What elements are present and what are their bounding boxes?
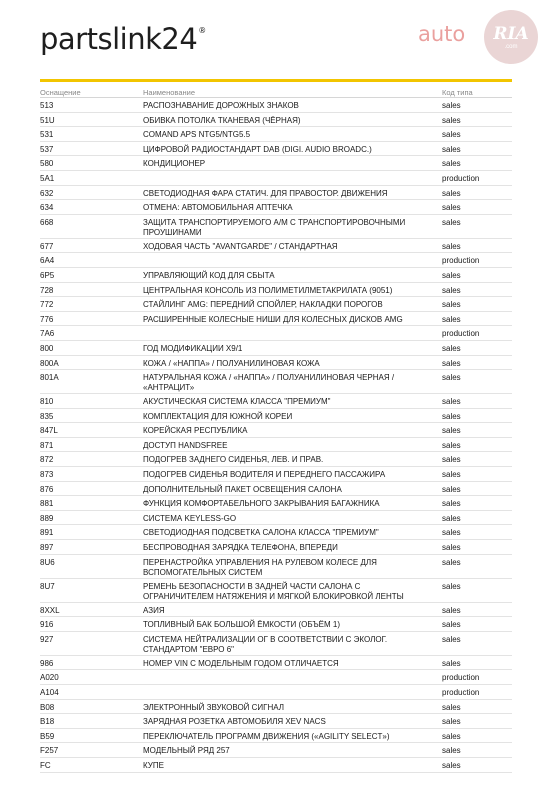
equipment-name-cell: ФУНКЦИЯ КОМФОРТАБЕЛЬНОГО ЗАКРЫВАНИЯ БАГАЖНИКА [143,499,380,509]
table-row [40,714,512,729]
equipment-code-cell: 8U7 [40,581,55,591]
equipment-code-cell: 986 [40,658,54,668]
table-row [40,326,512,341]
table-row [40,743,512,758]
equipment-code-cell: 889 [40,513,54,523]
table-row [40,312,512,327]
type-code-cell: sales [442,484,461,494]
table-row [40,525,512,540]
equipment-name-cell: МОДЕЛЬНЫЙ РЯД 257 [143,746,230,756]
type-code-cell: production [442,256,480,266]
equipment-name-cell: НОМЕР VIN С МОДЕЛЬНЫМ ГОДОМ ОТЛИЧАЕТСЯ [143,658,339,668]
table-row [40,482,512,497]
type-code-cell: production [442,329,480,339]
equipment-code-cell: 531 [40,130,54,140]
type-code-cell: sales [442,513,461,523]
equipment-name-cell: ПОДОГРЕВ ЗАДНЕГО СИДЕНЬЯ, ЛЕВ. И ПРАВ. [143,455,324,465]
header-divider [40,79,512,82]
table-row [40,685,512,700]
table-row [40,341,512,356]
equipment-name-cell: ХОДОВАЯ ЧАСТЬ "AVANTGARDE" / СТАНДАРТНАЯ [143,241,338,251]
equipment-code-cell: 6A4 [40,256,55,266]
type-code-cell: sales [442,397,461,407]
equipment-name-cell: КОНДИЦИОНЕР [143,159,206,169]
equipment-name-cell: ДОПОЛНИТЕЛЬНЫЙ ПАКЕТ ОСВЕЩЕНИЯ САЛОНА [143,484,342,494]
column-header-type-code: Код типа [442,88,473,97]
table-row [40,579,512,603]
type-code-cell: sales [442,658,461,668]
type-code-cell: sales [442,115,461,125]
type-code-cell: sales [442,203,461,213]
equipment-name-cell: НАТУРАЛЬНАЯ КОЖА / «НАППА» / ПОЛУАНИЛИНОВАЯ ЧЕРНАЯ / «АНТРАЦИТ» [143,373,395,393]
equipment-name-cell: РАСПОЗНАВАНИЕ ДОРОЖНЫХ ЗНАКОВ [143,101,299,110]
table-row [40,215,512,239]
equipment-code-cell: 772 [40,300,54,310]
logo-registered-mark: ® [198,26,206,35]
equipment-code-cell: 668 [40,217,54,227]
table-row [40,142,512,157]
type-code-cell: sales [442,373,461,383]
equipment-code-cell: 847L [40,426,58,436]
watermark-auto-text: auto [418,22,466,46]
table-row [40,758,512,773]
equipment-name-cell: ПОДОГРЕВ СИДЕНЬЯ ВОДИТЕЛЯ И ПЕРЕДНЕГО ПАССАЖИРА [143,470,386,480]
column-header-equipment: Оснащение [40,88,81,97]
equipment-code-cell: 800A [40,358,59,368]
equipment-name-cell: СВЕТОДИОДНАЯ ФАРА СТАТИЧ. ДЛЯ ПРАВОСТОР. ДВИЖЕНИЯ [143,188,388,198]
equipment-code-cell: A104 [40,688,59,697]
equipment-code-cell: F257 [40,746,59,756]
table-row [40,656,512,671]
table-row [40,156,512,171]
equipment-code-cell: 927 [40,634,54,644]
table-row [40,200,512,215]
watermark-ria-badge [484,10,538,64]
equipment-code-cell: 8U6 [40,557,55,567]
equipment-name-cell: КОМПЛЕКТАЦИЯ ДЛЯ ЮЖНОЙ КОРЕИ [143,411,293,421]
type-code-cell: sales [442,270,461,280]
equipment-code-cell: B59 [40,731,55,741]
equipment-name-cell: ЗАРЯДНАЯ РОЗЕТКА АВТОМОБИЛЯ XEV NACS [143,717,326,727]
equipment-name-cell: СИСТЕМА НЕЙТРАЛИЗАЦИИ ОГ В СООТВЕТСТВИИ С ЭКОЛОГ. СТАНДАРТОМ "ЕВРО 6" [143,634,388,654]
type-code-cell: sales [442,605,461,615]
table-row [40,394,512,409]
equipment-name-cell: ПЕРЕНАСТРОЙКА УПРАВЛЕНИЯ НА РУЛЕВОМ КОЛЕСЕ ДЛЯ ВСПОМОГАТЕЛЬНЫХ СИСТЕМ [143,557,377,577]
type-code-cell: sales [442,241,461,251]
table-row [40,540,512,555]
table-row [40,438,512,453]
equipment-name-cell: КУПЕ [143,760,164,770]
type-code-cell: sales [442,358,461,368]
equipment-code-cell: 801A [40,373,59,383]
table-row [40,268,512,283]
type-code-cell: sales [442,731,461,741]
equipment-code-cell: 513 [40,101,54,110]
equipment-code-cell: A020 [40,673,59,683]
equipment-name-cell: ГОД МОДИФИКАЦИИ X9/1 [143,343,243,353]
table-row [40,511,512,526]
type-code-cell: sales [442,557,461,567]
table-row [40,670,512,685]
equipment-code-cell: 537 [40,144,54,154]
equipment-code-cell: 871 [40,440,54,450]
equipment-code-cell: 872 [40,455,54,465]
equipment-code-cell: 632 [40,188,54,198]
type-code-cell: sales [442,746,461,756]
equipment-name-cell: КОРЕЙСКАЯ РЕСПУБЛИКА [143,426,248,436]
equipment-code-cell: 876 [40,484,54,494]
equipment-code-cell: 8XXL [40,605,60,615]
equipment-name-cell: ТОПЛИВНЫЙ БАК БОЛЬШОЙ ЁМКОСТИ (ОБЪЁМ 1) [143,620,340,630]
equipment-code-cell: 881 [40,499,54,509]
equipment-code-cell: 6P5 [40,270,55,280]
equipment-name-cell: БЕСПРОВОДНАЯ ЗАРЯДКА ТЕЛЕФОНА, ВПЕРЕДИ [143,543,338,553]
equipment-name-cell: ОБИВКА ПОТОЛКА ТКАНЕВАЯ (ЧЁРНАЯ) [143,115,301,125]
type-code-cell: sales [442,101,461,110]
equipment-code-cell: 51U [40,115,55,125]
equipment-code-cell: 7A6 [40,329,55,339]
table-row [40,356,512,371]
type-code-cell: production [442,688,480,697]
equipment-code-cell: 897 [40,543,54,553]
table-row [40,283,512,298]
type-code-cell: sales [442,702,461,712]
type-code-cell: sales [442,543,461,553]
table-row [40,186,512,201]
table-row [40,467,512,482]
equipment-name-cell: СВЕТОДИОДНАЯ ПОДСВЕТКА САЛОНА КЛАССА "ПРЕМИУМ" [143,528,379,538]
table-row [40,617,512,632]
logo-text: partslink24 [40,22,198,56]
equipment-code-cell: 810 [40,397,54,407]
equipment-name-cell: COMAND APS NTG5/NTG5.5 [143,130,251,140]
type-code-cell: sales [442,470,461,480]
type-code-cell: sales [442,426,461,436]
watermark-com-text: .com [504,44,518,50]
equipment-code-cell: 891 [40,528,54,538]
table-row [40,409,512,424]
page-header [0,0,554,80]
table-row [40,555,512,579]
type-code-cell: production [442,673,480,683]
equipment-name-cell: ОТМЕНА: АВТОМОБИЛЬНАЯ АПТЕЧКА [143,203,293,213]
equipment-name-cell: ЦИФРОВОЙ РАДИОСТАНДАРТ DAB (DIGI. AUDIO BROADC.) [143,144,372,154]
equipment-name-cell: РАСШИРЕННЫЕ КОЛЕСНЫЕ НИШИ ДЛЯ КОЛЕСНЫХ ДИСКОВ AMG [143,314,403,324]
equipment-name-cell: ЦЕНТРАЛЬНАЯ КОНСОЛЬ ИЗ ПОЛИМЕТИЛМЕТАКРИЛАТА (9051) [143,285,393,295]
table-row [40,423,512,438]
table-row [40,603,512,618]
table-row [40,113,512,128]
type-code-cell: sales [442,159,461,169]
autoria-watermark [418,10,548,68]
type-code-cell: sales [442,144,461,154]
table-row [40,297,512,312]
table-row [40,452,512,467]
equipment-code-cell: 835 [40,411,54,421]
equipment-code-cell: B08 [40,702,55,712]
equipment-name-cell: СТАЙЛИНГ AMG: ПЕРЕДНИЙ СПОЙЛЕР, НАКЛАДКИ ПОРОГОВ [143,300,383,310]
equipment-code-cell: 916 [40,620,54,630]
equipment-name-cell: ПЕРЕКЛЮЧАТЕЛЬ ПРОГРАММ ДВИЖЕНИЯ («AGILITY SELECT») [143,731,390,741]
type-code-cell: sales [442,130,461,140]
equipment-code-cell: FC [40,760,51,770]
equipment-name-cell: КОЖА / «НАППА» / ПОЛУАНИЛИНОВАЯ КОЖА [143,358,320,368]
equipment-code-cell: 776 [40,314,54,324]
equipment-name-cell: АКУСТИЧЕСКАЯ СИСТЕМА КЛАССА "ПРЕМИУМ" [143,397,331,407]
type-code-cell: sales [442,314,461,324]
equipment-name-cell: УПРАВЛЯЮЩИЙ КОД ДЛЯ СБЫТА [143,270,275,280]
table-row [40,239,512,254]
equipment-code-cell: 677 [40,241,54,251]
equipment-name-cell: АЗИЯ [143,605,165,615]
table-row [40,632,512,656]
type-code-cell: sales [442,528,461,538]
equipment-code-cell: 5A1 [40,173,55,183]
equipment-table [40,98,512,773]
equipment-code-cell: 728 [40,285,54,295]
equipment-name-cell: РЕМЕНЬ БЕЗОПАСНОСТИ В ЗАДНЕЙ ЧАСТИ САЛОНА С ОГРАНИЧИТЕЛЕМ НАТЯЖЕНИЯ И МЯГКОЙ БЛОКИРОВКОЙ ЛЕНТЫ [143,581,404,601]
type-code-cell: sales [442,300,461,310]
type-code-cell: sales [442,634,461,644]
type-code-cell: sales [442,581,461,591]
equipment-name-cell: СИСТЕМА KEYLESS-GO [143,513,237,523]
table-row [40,729,512,744]
partslink24-logo [40,22,206,56]
watermark-ria-text: RIA [493,24,529,44]
type-code-cell: sales [442,440,461,450]
table-row [40,171,512,186]
type-code-cell: sales [442,620,461,630]
equipment-code-cell: 800 [40,343,54,353]
table-row [40,253,512,268]
equipment-name-cell: ДОСТУП HANDSFREE [143,440,228,450]
equipment-code-cell: 634 [40,203,54,213]
table-row [40,370,512,394]
table-row [40,127,512,142]
table-row [40,98,512,113]
type-code-cell: sales [442,499,461,509]
type-code-cell: sales [442,717,461,727]
type-code-cell: sales [442,217,461,227]
equipment-code-cell: B18 [40,717,55,727]
table-row [40,496,512,511]
column-header-name: Наименование [143,88,195,97]
type-code-cell: sales [442,455,461,465]
type-code-cell: sales [442,188,461,198]
table-row [40,700,512,715]
equipment-code-cell: 873 [40,470,54,480]
equipment-code-cell: 580 [40,159,54,169]
equipment-name-cell: ЭЛЕКТРОННЫЙ ЗВУКОВОЙ СИГНАЛ [143,702,285,712]
type-code-cell: production [442,173,480,183]
equipment-name-cell: ЗАЩИТА ТРАНСПОРТИРУЕМОГО А/М С ТРАНСПОРТИРОВОЧНЫМИ ПРОУШИНАМИ [143,217,406,237]
type-code-cell: sales [442,285,461,295]
type-code-cell: sales [442,343,461,353]
type-code-cell: sales [442,760,461,770]
type-code-cell: sales [442,411,461,421]
